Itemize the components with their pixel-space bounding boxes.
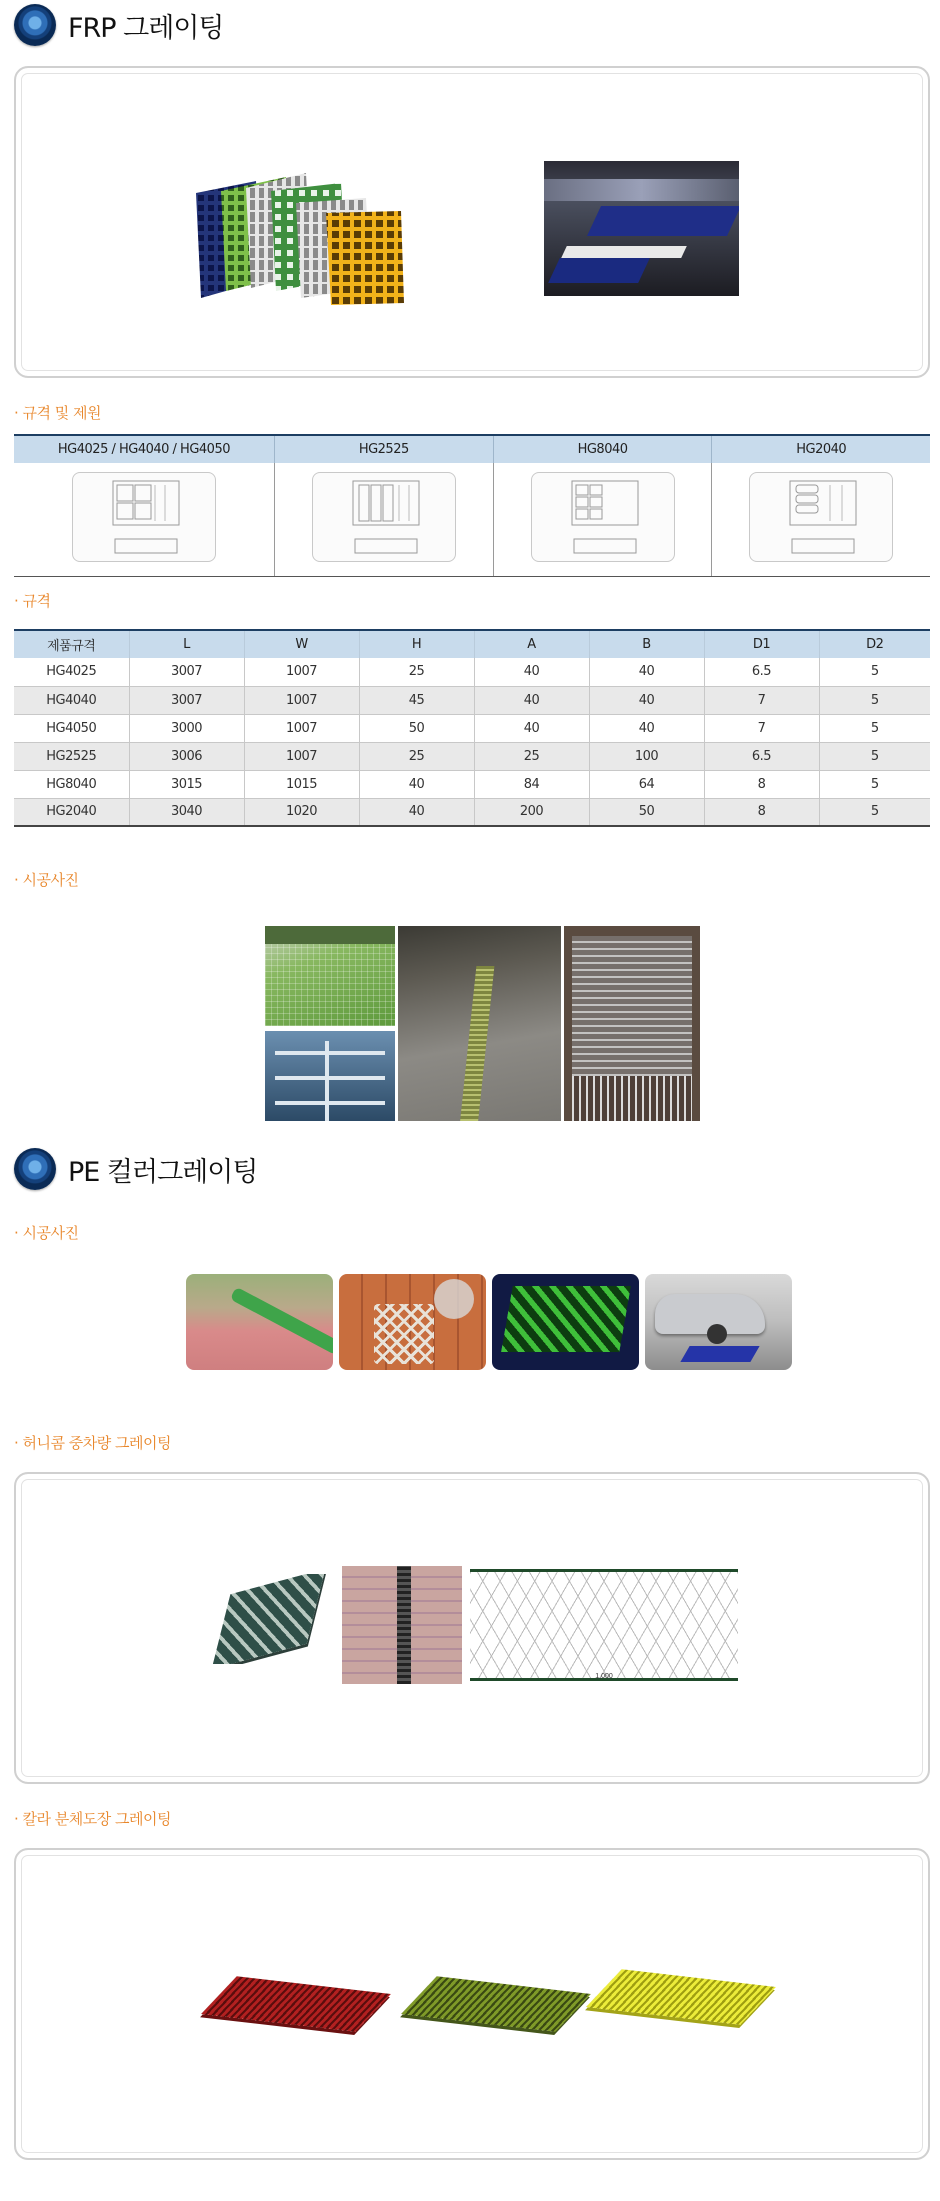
table-row xyxy=(14,770,930,798)
frp-construction-photo-platform xyxy=(564,926,700,1121)
frp-photo-heading: · 시공사진 xyxy=(14,871,79,889)
spec-col-header: HG2525 xyxy=(274,435,493,463)
table-cell: 1007 xyxy=(244,658,359,686)
dimension-table xyxy=(14,629,930,827)
dim-header: D1 xyxy=(704,630,819,658)
table-cell: 8 xyxy=(704,770,819,798)
table-cell: 5 xyxy=(819,714,930,742)
drawing-hg8040 xyxy=(531,472,675,562)
frp-section-title xyxy=(14,3,223,47)
table-cell: 1007 xyxy=(244,714,359,742)
table-cell: 84 xyxy=(474,770,589,798)
pe-photo-park-path xyxy=(186,1274,333,1370)
table-cell: 50 xyxy=(359,714,474,742)
spec-heading: · 규격 및 제원 xyxy=(14,404,102,422)
honeycomb-drawing xyxy=(470,1569,738,1681)
dim-header: 제품규격 xyxy=(14,630,129,658)
table-cell: HG8040 xyxy=(14,770,129,798)
table-cell: 3006 xyxy=(129,742,244,770)
pe-photo-green-grating xyxy=(492,1274,639,1370)
frp-product-frame xyxy=(14,66,930,378)
table-cell: 1015 xyxy=(244,770,359,798)
table-cell: 25 xyxy=(474,742,589,770)
table-cell: 40 xyxy=(589,658,704,686)
table-cell: 25 xyxy=(359,742,474,770)
table-row xyxy=(14,658,930,686)
table-cell: 40 xyxy=(359,798,474,826)
frp-construction-photo-trench xyxy=(398,926,561,1121)
pe-section-title xyxy=(14,1147,257,1191)
drawing-hg2040 xyxy=(749,472,893,562)
spec-col-header: HG2040 xyxy=(712,435,930,463)
table-row xyxy=(14,686,930,714)
dim-header: A xyxy=(474,630,589,658)
dim-header: L xyxy=(129,630,244,658)
table-cell: 25 xyxy=(359,658,474,686)
table-cell: 6.5 xyxy=(704,742,819,770)
table-cell: 45 xyxy=(359,686,474,714)
table-cell: 1007 xyxy=(244,742,359,770)
table-row xyxy=(14,714,930,742)
section-bullet-icon xyxy=(14,1148,56,1190)
dim-header: D2 xyxy=(819,630,930,658)
table-cell: 8 xyxy=(704,798,819,826)
honeycomb-dimension: 1,000 xyxy=(595,1673,613,1680)
honeycomb-frame xyxy=(14,1472,930,1784)
table-cell: 7 xyxy=(704,714,819,742)
table-cell: 5 xyxy=(819,658,930,686)
table-cell: 40 xyxy=(474,714,589,742)
table-cell: HG4025 xyxy=(14,658,129,686)
color-grating-heading: · 칼라 분체도장 그레이팅 xyxy=(14,1810,171,1828)
table-cell: HG4050 xyxy=(14,714,129,742)
section-bullet-icon xyxy=(14,4,56,46)
frp-construction-photo-stairs xyxy=(265,1031,395,1121)
spec-col-header: HG8040 xyxy=(493,435,712,463)
table-cell: 40 xyxy=(589,714,704,742)
drawing-hg4025 xyxy=(72,472,216,562)
red-grating-sample xyxy=(201,1976,391,2032)
table-cell: 3007 xyxy=(129,658,244,686)
green-grating-sample xyxy=(401,1976,591,2032)
table-cell: HG2525 xyxy=(14,742,129,770)
honeycomb-heading: · 허니콤 중차량 그레이팅 xyxy=(14,1434,171,1452)
table-cell: 5 xyxy=(819,798,930,826)
spec-col-header: HG4025 / HG4040 / HG4050 xyxy=(14,435,274,463)
table-cell: 40 xyxy=(359,770,474,798)
table-cell: 7 xyxy=(704,686,819,714)
frp-grating-samples-image xyxy=(176,163,426,308)
table-cell: 50 xyxy=(589,798,704,826)
drawing-hg2525 xyxy=(312,472,456,562)
spec-drawing-table xyxy=(14,434,930,577)
table-cell: 6.5 xyxy=(704,658,819,686)
honeycomb-pavement-photo xyxy=(342,1566,462,1684)
pe-photo-heading: · 시공사진 xyxy=(14,1224,79,1242)
table-cell: 1020 xyxy=(244,798,359,826)
table-cell: 3007 xyxy=(129,686,244,714)
yellow-grating-sample xyxy=(586,1969,776,2025)
table-cell: 5 xyxy=(819,770,930,798)
dim-header: H xyxy=(359,630,474,658)
table-cell: HG4040 xyxy=(14,686,129,714)
table-cell: 40 xyxy=(589,686,704,714)
pe-title: PE 컬러그레이팅 xyxy=(68,1156,258,1188)
table-cell: 64 xyxy=(589,770,704,798)
table-cell: HG2040 xyxy=(14,798,129,826)
pe-photo-car xyxy=(645,1274,792,1370)
table-cell: 3015 xyxy=(129,770,244,798)
color-grating-frame xyxy=(14,1848,930,2160)
honeycomb-grating-sample xyxy=(206,1574,336,1664)
table-row xyxy=(14,798,930,826)
table-cell: 3040 xyxy=(129,798,244,826)
frp-title: FRP 그레이팅 xyxy=(68,12,224,44)
dim-header: B xyxy=(589,630,704,658)
table-cell: 3000 xyxy=(129,714,244,742)
table-cell: 200 xyxy=(474,798,589,826)
table-cell: 1007 xyxy=(244,686,359,714)
table-cell: 5 xyxy=(819,742,930,770)
table-cell: 40 xyxy=(474,658,589,686)
dim-heading: · 규격 xyxy=(14,592,51,610)
table-row xyxy=(14,742,930,770)
dim-header: W xyxy=(244,630,359,658)
frp-installation-photo xyxy=(544,161,739,296)
frp-construction-photo-roof xyxy=(265,926,395,1026)
pe-photo-stroller xyxy=(339,1274,486,1370)
table-cell: 40 xyxy=(474,686,589,714)
table-cell: 100 xyxy=(589,742,704,770)
table-cell: 5 xyxy=(819,686,930,714)
